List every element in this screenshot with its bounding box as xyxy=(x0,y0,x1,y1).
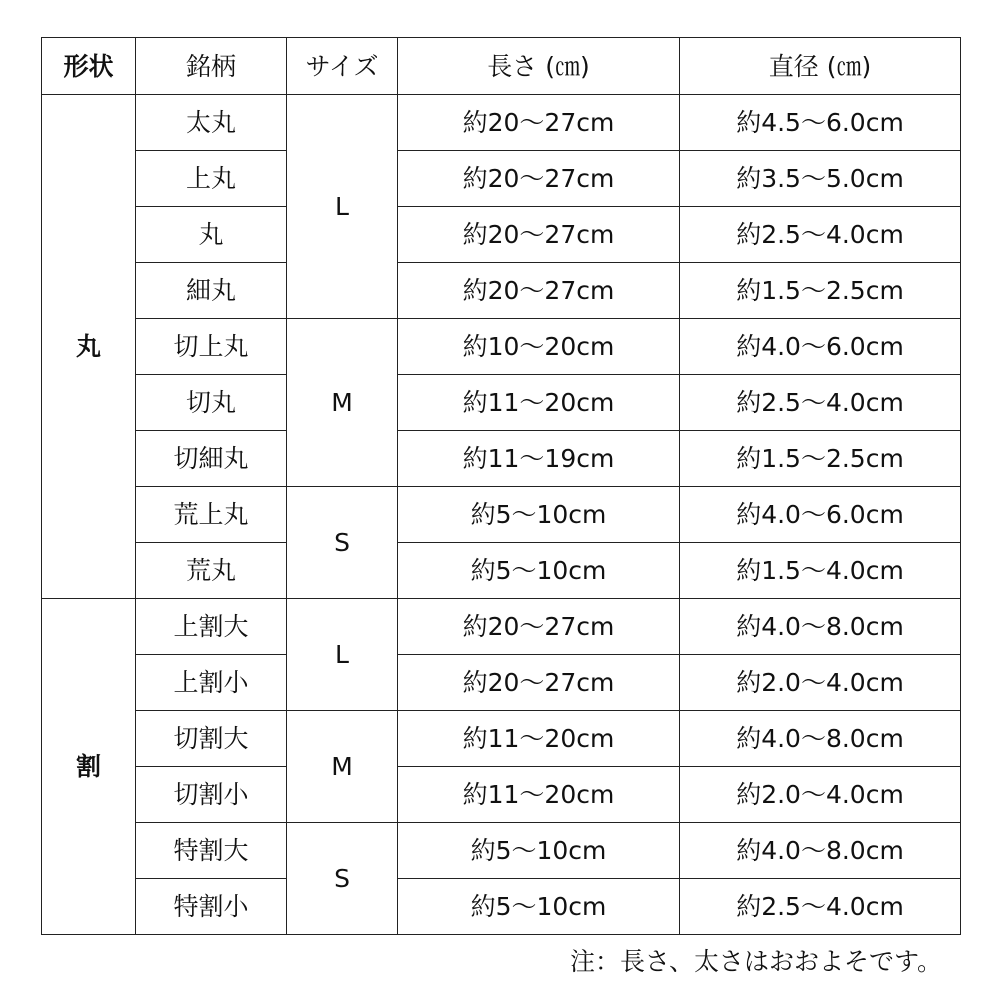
length-cell: 約20～27cm xyxy=(398,95,680,151)
length-cell: 約20～27cm xyxy=(398,599,680,655)
table-row xyxy=(42,823,961,879)
diameter-cell: 約4.5～6.0cm xyxy=(680,95,961,151)
shape-cell-round: 丸 xyxy=(42,95,136,599)
brand-cell: 切割小 xyxy=(136,767,287,823)
size-cell: L xyxy=(287,599,398,711)
table-row xyxy=(42,543,961,599)
length-cell: 約10～20cm xyxy=(398,319,680,375)
table-row xyxy=(42,711,961,767)
diameter-cell: 約2.0～4.0cm xyxy=(680,767,961,823)
table-row xyxy=(42,319,961,375)
length-cell: 約5～10cm xyxy=(398,543,680,599)
length-cell: 約11～20cm xyxy=(398,375,680,431)
size-cell: S xyxy=(287,487,398,599)
header-shape: 形状 xyxy=(42,38,136,95)
length-cell: 約20～27cm xyxy=(398,655,680,711)
diameter-cell: 約2.5～4.0cm xyxy=(680,375,961,431)
spec-table xyxy=(41,37,961,935)
size-cell: L xyxy=(287,95,398,319)
length-cell: 約5～10cm xyxy=(398,879,680,935)
header-diameter: 直径 (㎝) xyxy=(680,38,961,95)
diameter-cell: 約1.5～2.5cm xyxy=(680,431,961,487)
diameter-cell: 約2.5～4.0cm xyxy=(680,207,961,263)
table-row xyxy=(42,767,961,823)
brand-cell: 荒丸 xyxy=(136,543,287,599)
length-cell: 約20～27cm xyxy=(398,151,680,207)
size-cell: M xyxy=(287,711,398,823)
brand-cell: 特割大 xyxy=(136,823,287,879)
brand-cell: 切細丸 xyxy=(136,431,287,487)
brand-cell: 上丸 xyxy=(136,151,287,207)
table-row xyxy=(42,263,961,319)
table-row xyxy=(42,879,961,935)
brand-cell: 切割大 xyxy=(136,711,287,767)
brand-cell: 荒上丸 xyxy=(136,487,287,543)
table-row xyxy=(42,431,961,487)
diameter-cell: 約2.0～4.0cm xyxy=(680,655,961,711)
brand-cell: 上割大 xyxy=(136,599,287,655)
length-cell: 約5～10cm xyxy=(398,487,680,543)
length-cell: 約20～27cm xyxy=(398,207,680,263)
diameter-cell: 約4.0～8.0cm xyxy=(680,823,961,879)
table-row xyxy=(42,375,961,431)
brand-cell: 切上丸 xyxy=(136,319,287,375)
table-row xyxy=(42,599,961,655)
footnote: 注：長さ、太さはおおよそです。 xyxy=(569,947,942,976)
table-row xyxy=(42,655,961,711)
brand-cell: 上割小 xyxy=(136,655,287,711)
diameter-cell: 約4.0～6.0cm xyxy=(680,319,961,375)
brand-cell: 切丸 xyxy=(136,375,287,431)
diameter-cell: 約1.5～2.5cm xyxy=(680,263,961,319)
size-cell: S xyxy=(287,823,398,935)
diameter-cell: 約2.5～4.0cm xyxy=(680,879,961,935)
brand-cell: 特割小 xyxy=(136,879,287,935)
length-cell: 約11～19cm xyxy=(398,431,680,487)
diameter-cell: 約3.5～5.0cm xyxy=(680,151,961,207)
brand-cell: 丸 xyxy=(136,207,287,263)
diameter-cell: 約4.0～8.0cm xyxy=(680,711,961,767)
length-cell: 約20～27cm xyxy=(398,263,680,319)
length-cell: 約11～20cm xyxy=(398,711,680,767)
header-row xyxy=(42,38,961,95)
table-row xyxy=(42,207,961,263)
shape-cell-split: 割 xyxy=(42,599,136,935)
table-row xyxy=(42,487,961,543)
diameter-cell: 約4.0～8.0cm xyxy=(680,599,961,655)
header-brand: 銘柄 xyxy=(136,38,287,95)
brand-cell: 太丸 xyxy=(136,95,287,151)
length-cell: 約5～10cm xyxy=(398,823,680,879)
diameter-cell: 約4.0～6.0cm xyxy=(680,487,961,543)
brand-cell: 細丸 xyxy=(136,263,287,319)
size-cell: M xyxy=(287,319,398,487)
length-cell: 約11～20cm xyxy=(398,767,680,823)
header-length: 長さ (㎝) xyxy=(398,38,680,95)
diameter-cell: 約1.5～4.0cm xyxy=(680,543,961,599)
table-row xyxy=(42,95,961,151)
header-size: サイズ xyxy=(287,38,398,95)
table-row xyxy=(42,151,961,207)
